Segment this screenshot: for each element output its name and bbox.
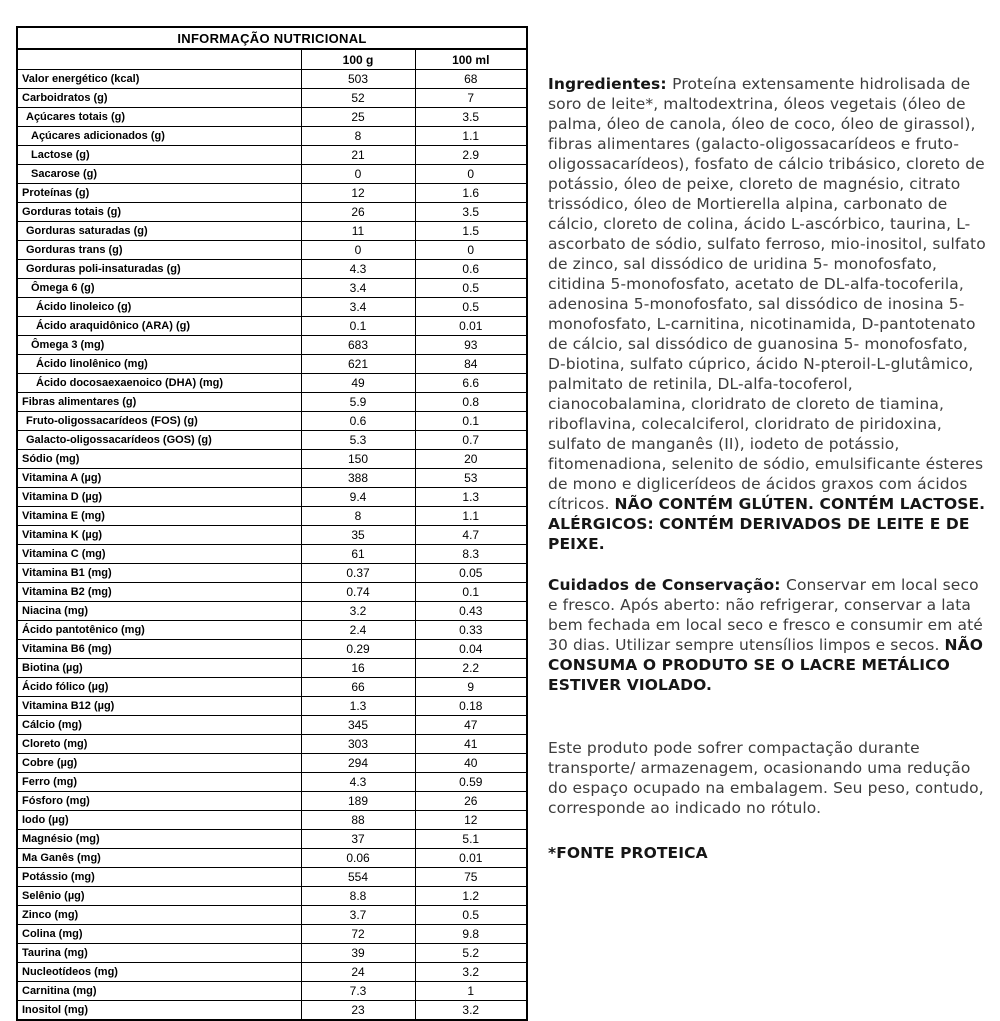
value-100g: 39: [301, 944, 415, 963]
value-100g: 61: [301, 545, 415, 564]
table-row: [17, 925, 527, 944]
nutrient-label: Magnésio (mg): [17, 830, 301, 849]
value-100g: 388: [301, 469, 415, 488]
nutrient-label: Vitamina E (mg): [17, 507, 301, 526]
table-row: [17, 488, 527, 507]
value-100ml: 0: [415, 165, 527, 184]
value-100g: 11: [301, 222, 415, 241]
value-100g: 5.3: [301, 431, 415, 450]
table-row: [17, 659, 527, 678]
value-100ml: 93: [415, 336, 527, 355]
table-row: [17, 678, 527, 697]
value-100ml: 68: [415, 70, 527, 89]
table-row: [17, 982, 527, 1001]
value-100g: 8.8: [301, 887, 415, 906]
paragraph-ingredients: [548, 74, 990, 554]
nutrient-label: Niacina (mg): [17, 602, 301, 621]
value-100g: 3.4: [301, 298, 415, 317]
table-row: [17, 906, 527, 925]
value-100ml: 3.2: [415, 1001, 527, 1021]
value-100g: 37: [301, 830, 415, 849]
value-100ml: 0: [415, 241, 527, 260]
value-100ml: 0.05: [415, 564, 527, 583]
value-100ml: 40: [415, 754, 527, 773]
nutrient-label: Vitamina K (µg): [17, 526, 301, 545]
value-100g: 52: [301, 89, 415, 108]
nutrient-label: Nucleotídeos (mg): [17, 963, 301, 982]
table-row: [17, 184, 527, 203]
nutrient-label: Vitamina B2 (mg): [17, 583, 301, 602]
value-100ml: 4.7: [415, 526, 527, 545]
value-100g: 2.4: [301, 621, 415, 640]
value-100g: 3.4: [301, 279, 415, 298]
nutrient-label: Proteínas (g): [17, 184, 301, 203]
nutrient-label: Biotina (µg): [17, 659, 301, 678]
table-row: [17, 355, 527, 374]
value-100g: 0.06: [301, 849, 415, 868]
nutrient-label: Gorduras poli-insaturadas (g): [17, 260, 301, 279]
value-100ml: 20: [415, 450, 527, 469]
value-100g: 23: [301, 1001, 415, 1021]
nutrient-label: Ácido pantotênico (mg): [17, 621, 301, 640]
value-100ml: 3.5: [415, 108, 527, 127]
value-100g: 66: [301, 678, 415, 697]
nutrient-label: Cloreto (mg): [17, 735, 301, 754]
nutrition-facts-table: [16, 26, 528, 1021]
value-100ml: 1: [415, 982, 527, 1001]
nutrient-label: Ferro (mg): [17, 773, 301, 792]
table-title: INFORMAÇÃO NUTRICIONAL: [17, 27, 527, 49]
text-segment: Proteína extensamente hidrolisada de soro de leite*, maltodextrina, óleos vegetais (óleo de palma, óleo de canola, óleo de coco, óleo de girassol), fibras alimentares (galacto-oligossacarídeos e fruto-oligossacarídeos), fosfato de cálcio tribásico, cloreto de potássio, óleo de peixe, cloreto de magnésio, citrato trissódico, óleo de Mortierella alpina, carbonato de cálcio, cloreto de colina, ácido L-ascórbico, taurina, L-ascorbato de sódio, sulfato ferroso, mio-inositol, sulfato de zinco, sal dissódico de uridina 5- monofosfato, citidina 5-monofosfato, acetato de DL-alfa-tocoferila, adenosina 5-monofosfato, sal dissódico de inosina 5-monofosfato, L-carnitina, nicotinamida, D-pantotenato de cálcio, sal dissódico de guanosina 5- monofosfato, D-biotina, sulfato cúprico, ácido N-pteroil-L-glutâmico, palmitato de retinila, DL-alfa-tocoferol, cianocobalamina, cloridrato de cloreto de tiamina, riboflavina, colecalciferol, cloridrato de piridoxina, sulfato de manganês (II), iodeto de potássio, fitomenadiona, selenito de sódio, emulsificante ésteres de mono e diglicerídeos de ácidos graxos com ácidos cítricos.: [548, 75, 986, 513]
value-100ml: 3.2: [415, 963, 527, 982]
value-100g: 503: [301, 70, 415, 89]
value-100ml: 0.04: [415, 640, 527, 659]
value-100g: 4.3: [301, 773, 415, 792]
text-segment: Conservar em local seco e fresco. Após aberto: não refrigerar, conservar a lata bem fechada em local seco e fresco e consumir em até 30 dias. Utilizar sempre utensílios limpos e secos.: [548, 576, 983, 654]
table-row: [17, 773, 527, 792]
value-100ml: 47: [415, 716, 527, 735]
value-100ml: 75: [415, 868, 527, 887]
value-100ml: 0.59: [415, 773, 527, 792]
header-100g: 100 g: [301, 49, 415, 70]
nutrient-label: Vitamina B6 (mg): [17, 640, 301, 659]
value-100g: 9.4: [301, 488, 415, 507]
nutrient-label: Zinco (mg): [17, 906, 301, 925]
nutrient-label: Vitamina C (mg): [17, 545, 301, 564]
table-row: [17, 279, 527, 298]
value-100g: 303: [301, 735, 415, 754]
value-100g: 189: [301, 792, 415, 811]
value-100g: 25: [301, 108, 415, 127]
value-100ml: 0.5: [415, 298, 527, 317]
value-100g: 49: [301, 374, 415, 393]
bold-text-segment: *FONTE PROTEICA: [548, 844, 708, 862]
nutrient-label: Selênio (µg): [17, 887, 301, 906]
nutrient-label: Açúcares totais (g): [17, 108, 301, 127]
table-row: [17, 849, 527, 868]
header-empty-cell: [17, 49, 301, 70]
value-100ml: 12: [415, 811, 527, 830]
value-100g: 0.6: [301, 412, 415, 431]
table-row: [17, 697, 527, 716]
nutrient-label: Sacarose (g): [17, 165, 301, 184]
table-row: [17, 127, 527, 146]
value-100ml: 5.1: [415, 830, 527, 849]
bold-text-segment: Ingredientes:: [548, 75, 673, 93]
value-100ml: 0.5: [415, 279, 527, 298]
value-100g: 0.37: [301, 564, 415, 583]
value-100ml: 0.18: [415, 697, 527, 716]
table-row: [17, 868, 527, 887]
table-row: [17, 336, 527, 355]
nutrient-label: Colina (mg): [17, 925, 301, 944]
value-100ml: 0.33: [415, 621, 527, 640]
value-100ml: 7: [415, 89, 527, 108]
table-row: [17, 317, 527, 336]
table-row: [17, 602, 527, 621]
value-100ml: 0.01: [415, 849, 527, 868]
value-100ml: 3.5: [415, 203, 527, 222]
value-100ml: 0.1: [415, 583, 527, 602]
value-100ml: 0.43: [415, 602, 527, 621]
nutrient-label: Fibras alimentares (g): [17, 393, 301, 412]
table-row: [17, 146, 527, 165]
value-100ml: 6.6: [415, 374, 527, 393]
paragraph-storage: [548, 575, 990, 695]
value-100ml: 26: [415, 792, 527, 811]
value-100ml: 0.1: [415, 412, 527, 431]
value-100g: 621: [301, 355, 415, 374]
value-100g: 3.2: [301, 602, 415, 621]
value-100ml: 2.9: [415, 146, 527, 165]
table-row: [17, 792, 527, 811]
nutrient-label: Potássio (mg): [17, 868, 301, 887]
table-row: [17, 735, 527, 754]
nutrient-label: Gorduras trans (g): [17, 241, 301, 260]
value-100ml: 1.3: [415, 488, 527, 507]
table-header-row: [17, 49, 527, 70]
table-row: [17, 222, 527, 241]
value-100g: 21: [301, 146, 415, 165]
value-100ml: 1.1: [415, 507, 527, 526]
nutrient-label: Cálcio (mg): [17, 716, 301, 735]
table-row: [17, 564, 527, 583]
value-100ml: 9: [415, 678, 527, 697]
paragraph-footnote: [548, 843, 990, 863]
value-100g: 3.7: [301, 906, 415, 925]
table-row: [17, 754, 527, 773]
value-100g: 88: [301, 811, 415, 830]
table-row: [17, 583, 527, 602]
value-100g: 294: [301, 754, 415, 773]
value-100ml: 84: [415, 355, 527, 374]
table-row: [17, 260, 527, 279]
nutrient-label: Ácido linoleico (g): [17, 298, 301, 317]
table-row: [17, 70, 527, 89]
header-100ml: 100 ml: [415, 49, 527, 70]
table-title-row: [17, 27, 527, 49]
value-100g: 7.3: [301, 982, 415, 1001]
table-row: [17, 241, 527, 260]
nutrient-label: Fruto-oligossacarídeos (FOS) (g): [17, 412, 301, 431]
value-100g: 8: [301, 127, 415, 146]
nutrient-label: Vitamina D (µg): [17, 488, 301, 507]
value-100g: 72: [301, 925, 415, 944]
table-row: [17, 507, 527, 526]
table-row: [17, 887, 527, 906]
value-100ml: 1.6: [415, 184, 527, 203]
nutrient-label: Carnitina (mg): [17, 982, 301, 1001]
value-100ml: 0.01: [415, 317, 527, 336]
nutrient-label: Ômega 6 (g): [17, 279, 301, 298]
value-100g: 8: [301, 507, 415, 526]
value-100ml: 0.8: [415, 393, 527, 412]
value-100g: 0: [301, 241, 415, 260]
value-100g: 24: [301, 963, 415, 982]
table-row: [17, 431, 527, 450]
value-100ml: 1.2: [415, 887, 527, 906]
table-row: [17, 374, 527, 393]
bold-text-segment: NÃO CONTÉM GLÚTEN. CONTÉM LACTOSE. ALÉRGICOS: CONTÉM DERIVADOS DE LEITE E DE PEIXE.: [548, 495, 986, 553]
value-100ml: 0.5: [415, 906, 527, 925]
table-row: [17, 830, 527, 849]
nutrient-label: Ácido docosaexaenoico (DHA) (mg): [17, 374, 301, 393]
info-column: [548, 74, 990, 863]
nutrient-label: Iodo (µg): [17, 811, 301, 830]
table-row: [17, 716, 527, 735]
table-row: [17, 640, 527, 659]
table-row: [17, 944, 527, 963]
nutrient-label: Cobre (µg): [17, 754, 301, 773]
table-row: [17, 165, 527, 184]
nutrition-table-body: [17, 70, 527, 1021]
value-100ml: 0.6: [415, 260, 527, 279]
value-100g: 554: [301, 868, 415, 887]
value-100ml: 2.2: [415, 659, 527, 678]
value-100ml: 53: [415, 469, 527, 488]
nutrient-label: Açúcares adicionados (g): [17, 127, 301, 146]
value-100ml: 1.5: [415, 222, 527, 241]
nutrient-label: Vitamina B12 (µg): [17, 697, 301, 716]
table-row: [17, 203, 527, 222]
table-row: [17, 469, 527, 488]
nutrient-label: Ômega 3 (mg): [17, 336, 301, 355]
value-100g: 0: [301, 165, 415, 184]
nutrient-label: Fósforo (mg): [17, 792, 301, 811]
nutrient-label: Ácido linolênico (mg): [17, 355, 301, 374]
value-100ml: 41: [415, 735, 527, 754]
value-100g: 1.3: [301, 697, 415, 716]
value-100ml: 0.7: [415, 431, 527, 450]
value-100g: 0.74: [301, 583, 415, 602]
table-row: [17, 811, 527, 830]
value-100ml: 1.1: [415, 127, 527, 146]
table-row: [17, 412, 527, 431]
nutrient-label: Ácido fólico (µg): [17, 678, 301, 697]
value-100g: 16: [301, 659, 415, 678]
bold-text-segment: Cuidados de Conservação:: [548, 576, 787, 594]
value-100ml: 8.3: [415, 545, 527, 564]
nutrient-label: Galacto-oligossacarídeos (GOS) (g): [17, 431, 301, 450]
nutrient-label: Sódio (mg): [17, 450, 301, 469]
table-row: [17, 89, 527, 108]
value-100g: 0.1: [301, 317, 415, 336]
table-row: [17, 450, 527, 469]
table-row: [17, 108, 527, 127]
paragraph-compaction: [548, 738, 990, 818]
value-100g: 0.29: [301, 640, 415, 659]
value-100g: 150: [301, 450, 415, 469]
nutrient-label: Lactose (g): [17, 146, 301, 165]
nutrient-label: Carboidratos (g): [17, 89, 301, 108]
value-100ml: 5.2: [415, 944, 527, 963]
nutrient-label: Ma Ganês (mg): [17, 849, 301, 868]
table-row: [17, 298, 527, 317]
table-row: [17, 1001, 527, 1021]
value-100g: 683: [301, 336, 415, 355]
nutrient-label: Vitamina A (µg): [17, 469, 301, 488]
nutrient-label: Inositol (mg): [17, 1001, 301, 1021]
nutrient-label: Vitamina B1 (mg): [17, 564, 301, 583]
nutrient-label: Valor energético (kcal): [17, 70, 301, 89]
table-row: [17, 526, 527, 545]
value-100g: 12: [301, 184, 415, 203]
table-row: [17, 393, 527, 412]
value-100g: 5.9: [301, 393, 415, 412]
bold-text-segment: NÃO CONSUMA O PRODUTO SE O LACRE METÁLICO ESTIVER VIOLADO.: [548, 636, 983, 694]
value-100g: 4.3: [301, 260, 415, 279]
nutrient-label: Taurina (mg): [17, 944, 301, 963]
nutrient-label: Gorduras totais (g): [17, 203, 301, 222]
table-row: [17, 963, 527, 982]
value-100g: 26: [301, 203, 415, 222]
value-100g: 345: [301, 716, 415, 735]
nutrient-label: Gorduras saturadas (g): [17, 222, 301, 241]
table-row: [17, 621, 527, 640]
table-row: [17, 545, 527, 564]
text-segment: Este produto pode sofrer compactação durante transporte/ armazenagem, ocasionando uma redução do espaço ocupado na embalagem. Seu peso, contudo, corresponde ao indicado no rótulo.: [548, 739, 984, 817]
nutrient-label: Ácido araquidônico (ARA) (g): [17, 317, 301, 336]
value-100g: 35: [301, 526, 415, 545]
value-100ml: 9.8: [415, 925, 527, 944]
